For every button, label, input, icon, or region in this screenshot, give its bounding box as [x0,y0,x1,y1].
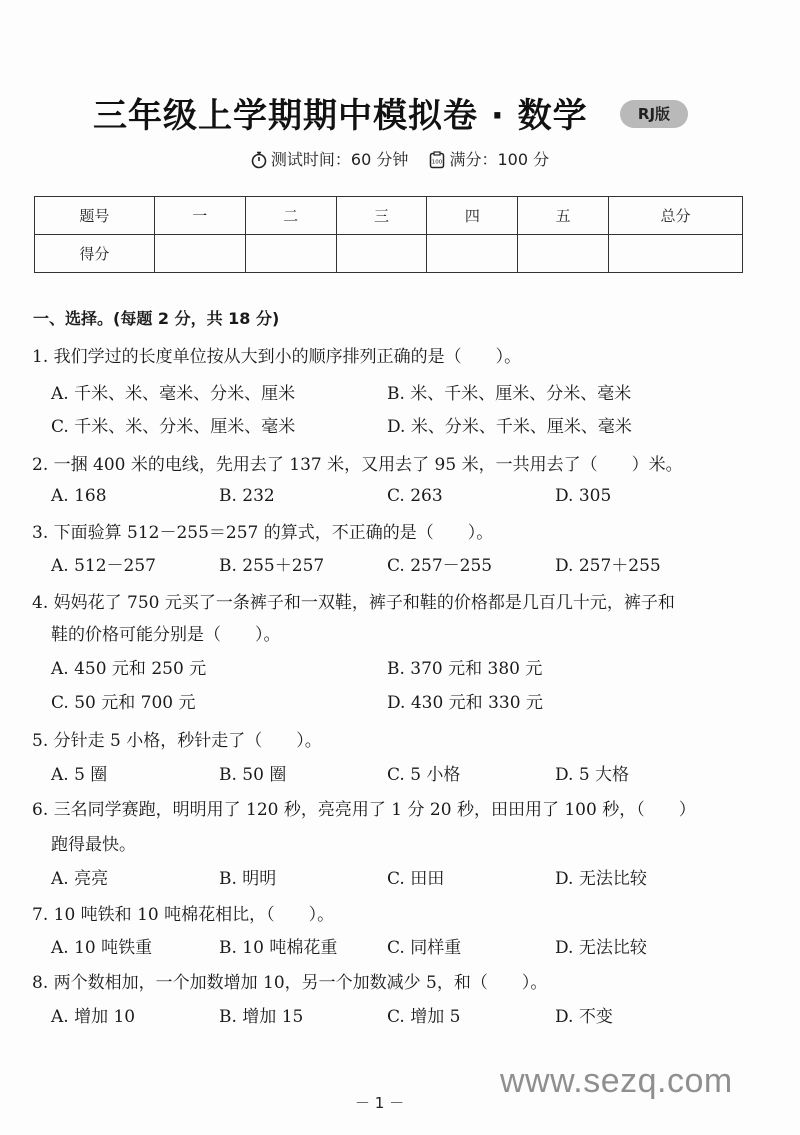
option-4b[interactable]: B. 370 元和 380 元 [387,659,543,679]
option-1b[interactable]: B. 米、千米、厘米、分米、毫米 [387,384,632,404]
option-4d[interactable]: D. 430 元和 330 元 [387,693,543,713]
score-label: 满分：100 分 [449,150,550,169]
option-7d[interactable]: D. 无法比较 [555,938,647,958]
option-5a[interactable]: A. 5 圈 [51,765,108,785]
question-3: 3. 下面验算 512－255＝257 的算式，不正确的是（ ）。 [32,523,494,543]
question-7: 7. 10 吨铁和 10 吨棉花相比，（ ）。 [32,905,335,925]
option-5b[interactable]: B. 50 圈 [219,765,287,785]
question-4: 4. 妈妈花了 750 元买了一条裤子和一双鞋，裤子和鞋的价格都是几百几十元，裤子和 [32,593,675,613]
option-6c[interactable]: C. 田田 [387,869,445,889]
watermark: www.sezq.com [500,1062,733,1100]
score-info [429,148,549,172]
option-6d[interactable]: D. 无法比较 [555,869,647,889]
option-8d[interactable]: D. 不变 [555,1007,613,1027]
option-2b[interactable]: B. 232 [219,486,275,506]
score-table-score-row [35,235,743,273]
row-header-score: 得分 [35,235,155,273]
score-cell[interactable] [518,235,609,273]
score-cell[interactable] [245,235,336,273]
question-2: 2. 一捆 400 米的电线，先用去了 137 米，又用去了 95 米，一共用去了（ ）米。 [32,455,683,475]
option-2d[interactable]: D. 305 [555,486,612,506]
row-header-question-number: 题号 [35,197,155,235]
option-7b[interactable]: B. 10 吨棉花重 [219,938,338,958]
section-heading: 一、选择。(每题 2 分，共 18 分) [33,309,280,328]
question-4-line2: 鞋的价格可能分别是（ ）。 [51,625,281,645]
option-3d[interactable]: D. 257＋255 [555,556,661,576]
time-info [251,148,408,172]
exam-info [0,148,800,176]
option-3b[interactable]: B. 255＋257 [219,556,325,576]
page-title: 三年级上学期期中模拟卷 · 数学 [93,96,588,136]
option-1a[interactable]: A. 千米、米、毫米、分米、厘米 [51,384,296,404]
option-6b[interactable]: B. 明明 [219,869,277,889]
option-1d[interactable]: D. 米、分米、千米、厘米、毫米 [387,417,632,437]
question-1: 1. 我们学过的长度单位按从大到小的顺序排列正确的是（ ）。 [32,347,522,367]
question-6-line2: 跑得最快。 [51,835,136,855]
option-8a[interactable]: A. 增加 10 [51,1007,136,1027]
question-5: 5. 分针走 5 小格，秒针走了（ ）。 [32,731,322,751]
option-8c[interactable]: C. 增加 5 [387,1007,461,1027]
option-2c[interactable]: C. 263 [387,486,443,506]
option-7a[interactable]: A. 10 吨铁重 [51,938,153,958]
option-5d[interactable]: D. 5 大格 [555,765,630,785]
option-4a[interactable]: A. 450 元和 250 元 [51,659,207,679]
score-table [34,196,743,273]
option-7c[interactable]: C. 同样重 [387,938,462,958]
column-total: 总分 [609,197,743,235]
score-cell-total[interactable] [609,235,743,273]
option-5c[interactable]: C. 5 小格 [387,765,461,785]
question-6: 6. 三名同学赛跑，明明用了 120 秒，亮亮用了 1 分 20 秒，田田用了 100 秒，（ ） [32,800,696,820]
option-8b[interactable]: B. 增加 15 [219,1007,304,1027]
question-8: 8. 两个数相加，一个加数增加 10，另一个加数减少 5，和（ ）。 [32,973,548,993]
score-table-header-row [35,197,743,235]
svg-text:100: 100 [432,159,443,166]
option-3a[interactable]: A. 512－257 [51,556,156,576]
column-2: 二 [245,197,336,235]
option-1c[interactable]: C. 千米、米、分米、厘米、毫米 [51,417,296,437]
page-number: － 1 － [355,1094,405,1112]
column-5: 五 [518,197,609,235]
stopwatch-icon [251,151,267,169]
title-row [0,92,800,142]
score-100-icon [429,151,445,169]
option-6a[interactable]: A. 亮亮 [51,869,109,889]
column-4: 四 [427,197,518,235]
edition-badge: RJ版 [620,100,688,128]
option-3c[interactable]: C. 257－255 [387,556,493,576]
option-2a[interactable]: A. 168 [51,486,107,506]
time-label: 测试时间：60 分钟 [270,150,409,169]
column-3: 三 [336,197,427,235]
option-4c[interactable]: C. 50 元和 700 元 [51,693,196,713]
score-cell[interactable] [336,235,427,273]
score-cell[interactable] [427,235,518,273]
column-1: 一 [154,197,245,235]
score-cell[interactable] [154,235,245,273]
